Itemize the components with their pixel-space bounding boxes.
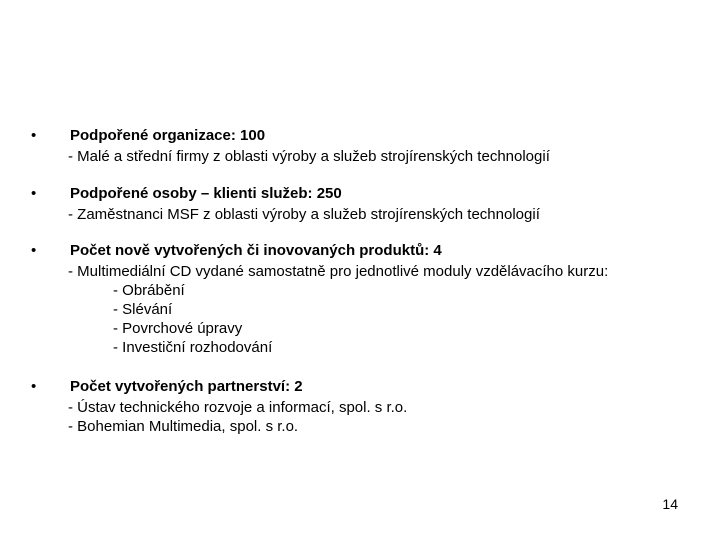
item-title: Podpořené organizace: 100: [70, 127, 266, 144]
bullet-icon: •: [31, 127, 37, 144]
item-title: Počet vytvořených partnerství: 2: [70, 378, 303, 395]
item-title: Počet nově vytvořených či inovovaných produktů: 4: [70, 242, 442, 259]
item-detail: - Zaměstnanci MSF z oblasti výroby a služeb strojírenských technologií: [68, 206, 540, 223]
bullet-icon: •: [31, 378, 37, 395]
sub-item-obrabeni: - Obrábění: [113, 282, 185, 299]
page-number: 14: [662, 496, 678, 512]
item-title: Podpořené osoby – klienti služeb: 250: [70, 185, 342, 202]
sub-item-investicni-rozhodovani: - Investiční rozhodování: [113, 339, 273, 356]
item-detail: - Ústav technického rozvoje a informací, spol. s r.o.: [68, 399, 408, 416]
item-detail: - Malé a střední firmy z oblasti výroby a služeb strojírenských technologií: [68, 148, 550, 165]
item-detail: - Multimediální CD vydané samostatně pro jednotlivé moduly vzdělávacího kurzu:: [68, 263, 609, 280]
sub-item-slevani: - Slévání: [113, 301, 173, 318]
bullet-icon: •: [31, 185, 37, 202]
sub-item-povrchove-upravy: - Povrchové úpravy: [113, 320, 243, 337]
bullet-icon: •: [31, 242, 37, 259]
item-detail: - Bohemian Multimedia, spol. s r.o.: [68, 418, 299, 435]
